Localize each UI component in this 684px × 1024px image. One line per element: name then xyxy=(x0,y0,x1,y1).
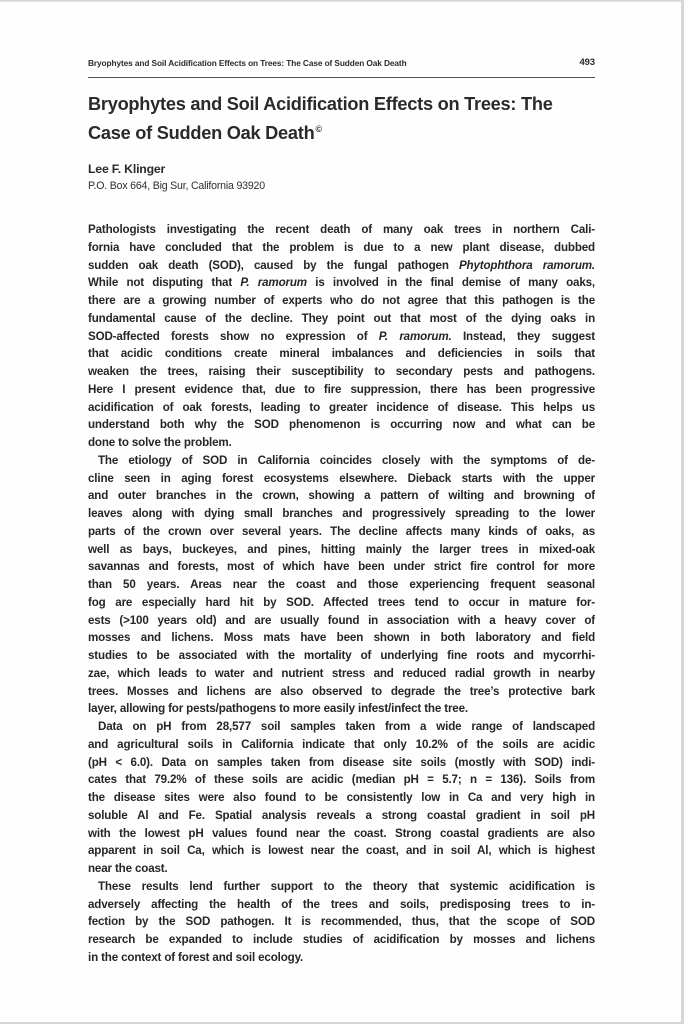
running-head xyxy=(88,57,595,71)
paragraph xyxy=(88,718,595,878)
text-line xyxy=(88,381,595,399)
header-rule xyxy=(88,77,595,78)
text-line xyxy=(88,913,595,931)
text-line xyxy=(88,878,595,896)
text-run: savannas and forests, most of which have been under strict fire control for more xyxy=(88,560,595,574)
text-line xyxy=(88,700,595,718)
author-address: P.O. Box 664, Big Sur, California 93920 xyxy=(88,180,265,192)
text-run: and outer branches in the crown, showing a pattern of wilting and browning of xyxy=(88,489,595,503)
text-line xyxy=(88,221,595,239)
text-run: Data on pH from 28,577 soil samples taken from a wide range of landscaped xyxy=(98,720,595,733)
article-title xyxy=(88,92,568,146)
text-run: cates that 79.2% of these soils are acidic (median pH = 5.7; n = 136). Soils from xyxy=(88,773,595,787)
text-run: with the lowest pH values found near the coast. Strong coastal gradients are also xyxy=(88,826,595,840)
text-run: trees. Mosses and lichens are also observed to degrade the tree’s protective bark xyxy=(88,684,595,698)
text-line xyxy=(88,292,595,310)
text-line xyxy=(88,771,595,789)
author-name: Lee F. Klinger xyxy=(88,162,166,176)
document-page xyxy=(0,1,681,1022)
text-line xyxy=(88,470,595,488)
text-run: acidification of oak forests, leading to greater incidence of disease. This helps us xyxy=(88,400,595,414)
text-run: that acidic conditions create mineral imbalances and deficiencies in soils that xyxy=(88,347,595,361)
text-line xyxy=(88,505,595,523)
text-run: soluble Al and Fe. Spatial analysis reveals a strong coastal gradient in soil pH xyxy=(88,808,595,822)
text-run: weaken the trees, raising their susceptibility to secondary pests and pathogens. xyxy=(88,365,595,378)
text-run: parts of the crown over several years. The decline affects many kinds of oaks, as xyxy=(88,524,595,538)
text-run: Pathologists investigating the recent death of many oak trees in northern Cali- xyxy=(88,223,595,236)
article-title-line-1: Bryophytes and Soil Acidification Effects on Trees: The xyxy=(88,94,553,114)
italic-species-name: Phytophthora ramorum. xyxy=(458,258,595,272)
paragraph xyxy=(88,221,595,452)
text-line xyxy=(88,629,595,647)
text-line xyxy=(88,896,595,914)
text-run: Here I present evidence that, due to fire suppression, there has been progressive xyxy=(88,382,595,396)
text-run: and agricultural soils in California indicate that only 10.2% of the soils are acidic xyxy=(88,737,595,751)
paragraph xyxy=(88,452,595,718)
text-run: mosses and lichens. Moss mats have been shown in both laboratory and field xyxy=(88,631,595,645)
text-run: cline seen in aging forest ecosystems elsewhere. Dieback starts with the upper xyxy=(88,471,595,485)
article-title-line-2: Case of Sudden Oak Death xyxy=(88,123,315,143)
text-line xyxy=(88,931,595,949)
text-line xyxy=(88,558,595,576)
text-run: there are a growing number of experts who do not agree that this pathogen is the xyxy=(88,294,595,307)
text-run: research be expanded to include studies of acidification by mosses and lichens xyxy=(88,933,595,946)
text-line xyxy=(88,949,595,967)
text-line xyxy=(88,665,595,683)
text-line xyxy=(88,487,595,505)
text-run: fundamental cause of the decline. They point out that most of the dying oaks in xyxy=(88,311,595,325)
text-run: apparent in soil Ca, which is lowest near the coast, and in soil Al, which is highest xyxy=(88,844,595,858)
text-line xyxy=(88,576,595,594)
text-line xyxy=(88,328,595,346)
text-line xyxy=(88,523,595,541)
text-run: fornia have concluded that the problem is due to a new plant disease, dubbed xyxy=(88,240,595,254)
copyright-mark: © xyxy=(315,124,322,134)
text-run: leaves along with dying small branches and progressively spreading to the lower xyxy=(88,507,595,520)
text-run: fection by the SOD pathogen. It is recommended, thus, that the scope of SOD xyxy=(88,915,595,929)
text-line xyxy=(88,594,595,612)
italic-species-name: P. ramorum. xyxy=(378,329,452,343)
text-run: well as bays, buckeyes, and pines, hitting mainly the larger trees in mixed-oak xyxy=(88,542,595,556)
text-run: the disease sites were also found to be consistently low in Ca and very high in xyxy=(88,791,595,804)
text-line xyxy=(88,363,595,381)
text-run: done to solve the problem. xyxy=(88,436,232,449)
text-line xyxy=(88,434,595,452)
text-run: in the context of forest and soil ecology. xyxy=(88,950,304,964)
text-line xyxy=(88,825,595,843)
text-line xyxy=(88,345,595,363)
text-line xyxy=(88,647,595,665)
paragraph xyxy=(88,878,595,967)
text-run: fog are especially hard hit by SOD. Affected trees tend to occur in mature for- xyxy=(88,595,595,609)
text-line xyxy=(88,239,595,257)
text-run: is involved in the final demise of many oaks, xyxy=(306,276,595,290)
text-run: SOD-affected forests show no expression of xyxy=(88,329,379,343)
text-run: The etiology of SOD in California coincides closely with the symptoms of de- xyxy=(98,453,595,467)
text-line xyxy=(88,541,595,559)
text-line xyxy=(88,754,595,772)
text-run: near the coast. xyxy=(88,862,168,875)
text-run: studies to be associated with the mortality of underlying fine roots and mycorrhi- xyxy=(88,649,595,662)
text-line xyxy=(88,274,595,292)
text-line xyxy=(88,416,595,434)
text-line xyxy=(88,310,595,328)
italic-species-name: P. ramorum xyxy=(240,276,307,290)
text-run: Instead, they suggest xyxy=(451,329,595,343)
text-line xyxy=(88,257,595,275)
text-line xyxy=(88,452,595,470)
text-run: understand both why the SOD phenomenon is occurring now and what can be xyxy=(88,418,595,432)
text-line xyxy=(88,683,595,701)
text-line xyxy=(88,860,595,878)
text-run: than 50 years. Areas near the coast and those experiencing frequent seasonal xyxy=(88,578,595,591)
text-line xyxy=(88,718,595,736)
text-line xyxy=(88,807,595,825)
text-line xyxy=(88,399,595,417)
text-line xyxy=(88,842,595,860)
text-line xyxy=(88,736,595,754)
text-line xyxy=(88,789,595,807)
abstract-body xyxy=(88,221,595,967)
text-run: (pH < 6.0). Data on samples taken from disease site soils (mostly with SOD) indi- xyxy=(88,755,595,769)
text-run: ests (>100 years old) and are usually found in association with a heavy cover of xyxy=(88,613,595,627)
text-run: zae, which leads to water and nutrient stress and reduced radial growth in nearby xyxy=(88,666,595,680)
page-number: 493 xyxy=(579,57,595,68)
text-run: These results lend further support to the theory that systemic acidification is xyxy=(98,879,595,893)
text-run: adversely affecting the health of the trees and soils, predisposing trees to in- xyxy=(88,897,595,911)
text-run: layer, allowing for pests/pathogens to more easily infest/infect the tree. xyxy=(88,702,468,716)
text-run: While not disputing that xyxy=(88,276,241,290)
text-line xyxy=(88,612,595,630)
running-head-title: Bryophytes and Soil Acidification Effects on Trees: The Case of Sudden Oak Death xyxy=(88,58,407,68)
text-run: sudden oak death (SOD), caused by the fungal pathogen xyxy=(88,258,459,272)
